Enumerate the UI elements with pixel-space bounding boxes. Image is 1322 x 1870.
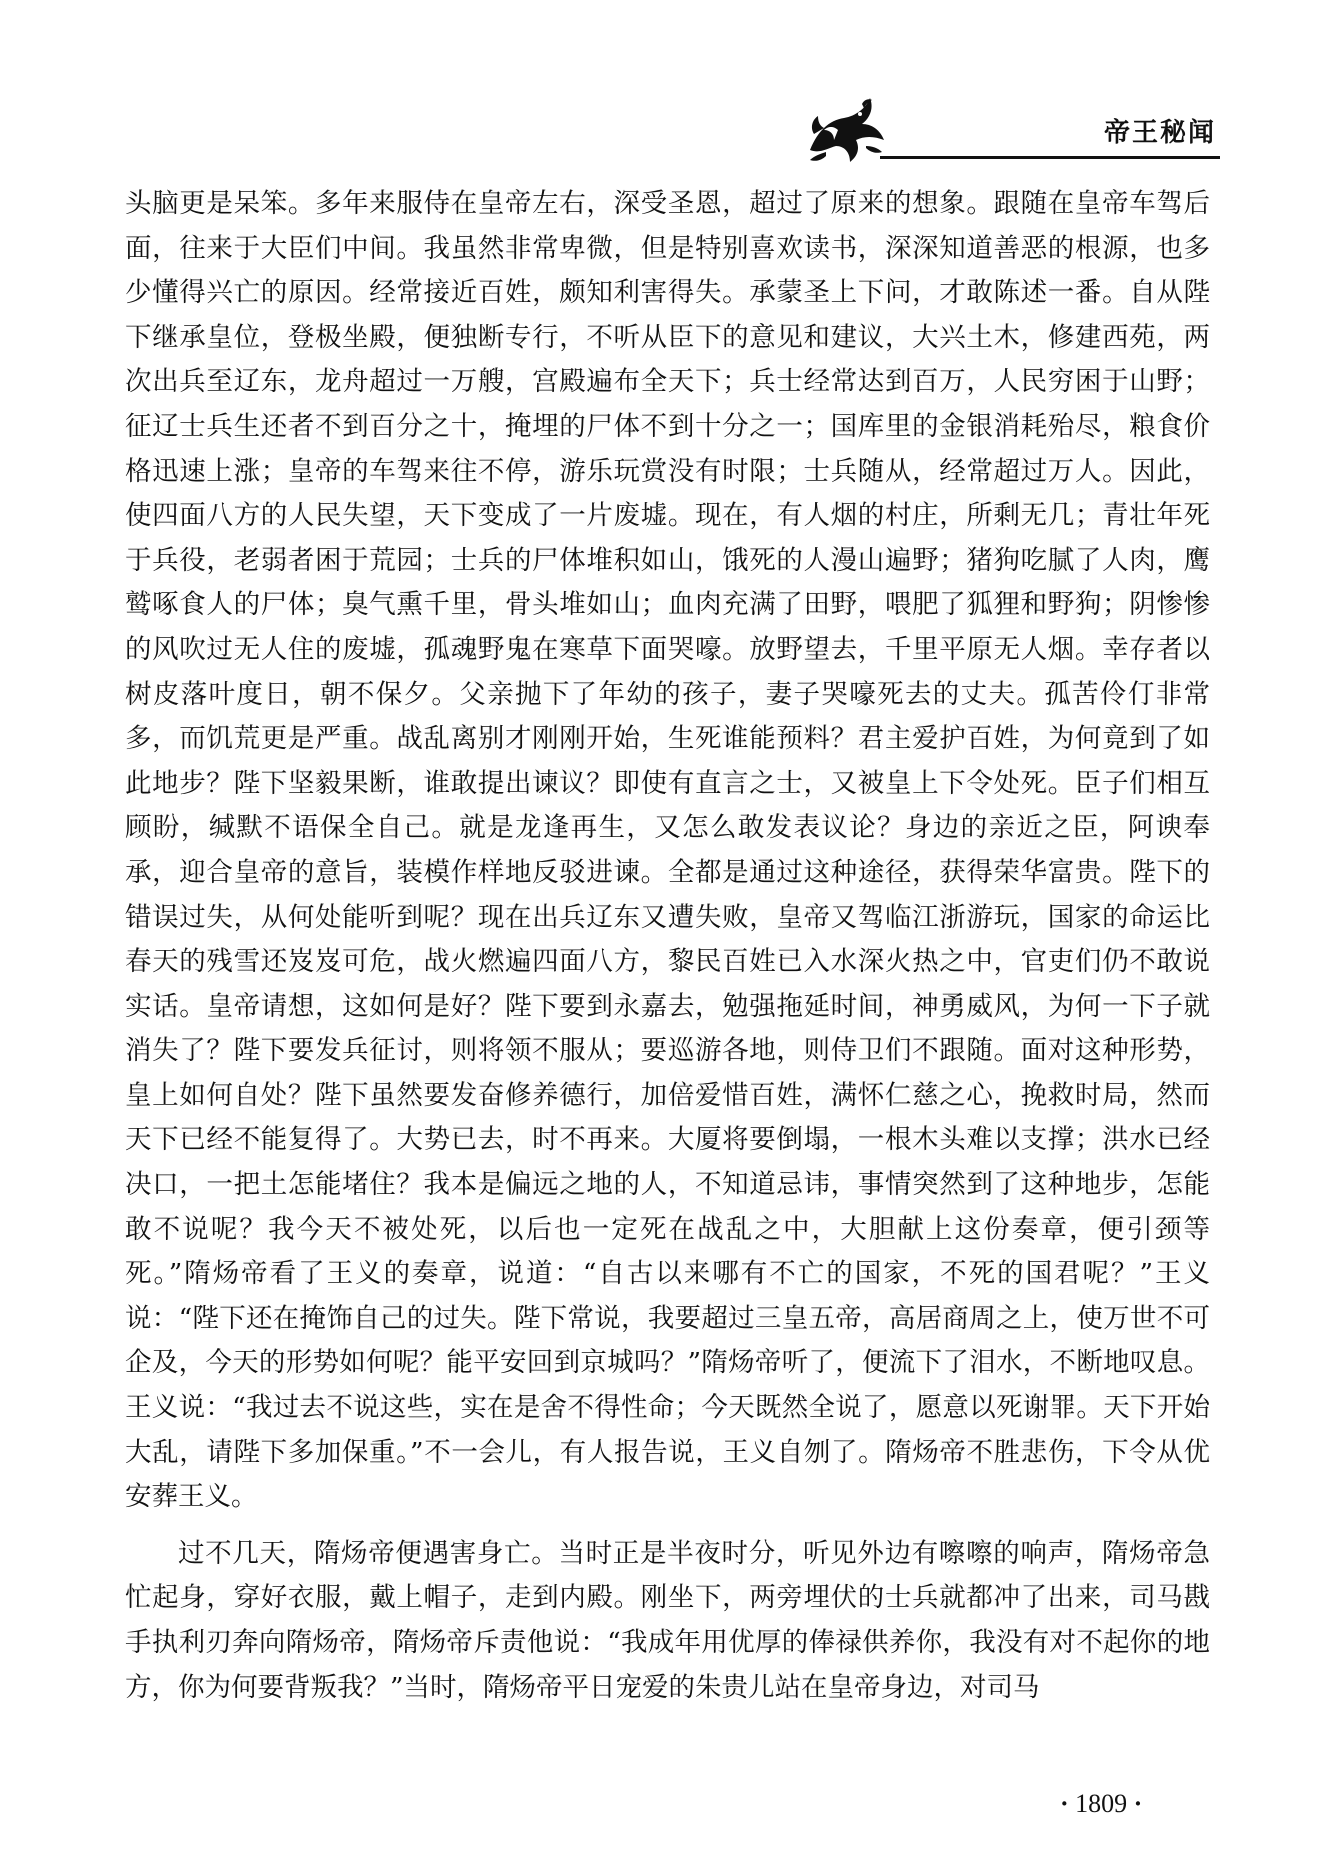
body-text xyxy=(125,182,1210,1710)
running-header xyxy=(800,90,1220,170)
header-rule xyxy=(880,156,1220,159)
running-header-title: 帝王秘闻 xyxy=(1103,118,1216,148)
page-number-dot-left: · xyxy=(1060,1789,1069,1818)
page-number-value: 1809 xyxy=(1075,1789,1128,1818)
page-number xyxy=(1060,1789,1142,1819)
page-number-dot-right: · xyxy=(1133,1789,1143,1818)
paragraph: 过不几天，隋炀帝便遇害身亡。当时正是半夜时分，听见外边有嚓嚓的响声，隋炀帝急忙起身，穿好衣服，戴上帽子，走到内殿。刚坐下，两旁埋伏的士兵就都冲了出来，司马戡手执利刃奔向隋炀帝，隋炀帝斥责他说：“我成年用优厚的俸禄供养你，我没有对不起你的地方，你为何要背叛我？”当时，隋炀帝平日宠爱的朱贵儿站在皇帝身边，对司马 xyxy=(125,1537,1210,1703)
dragon-emblem-icon xyxy=(800,90,890,168)
paragraph-continued: 头脑更是呆笨。多年来服侍在皇帝左右，深受圣恩，超过了原来的想象。跟随在皇帝车驾后面，往来于大臣们中间。我虽然非常卑微，但是特别喜欢读书，深深知道善恶的根源，也多少懂得兴亡的原因。经常接近百姓，颇知利害得失。承蒙圣上下问，才敢陈述一番。自从陛下继承皇位，登极坐殿，便独断专行，不听从臣下的意见和建议，大兴土木，修建西苑，两次出兵至辽东，龙舟超过一万艘，宫殿遍布全天下；兵士经常达到百万，人民穷困于山野；征辽士兵生还者不到百分之十，掩埋的尸体不到十分之一；国库里的金银消耗殆尽，粮食价格迅速上涨；皇帝的车驾来往不停，游乐玩赏没有时限；士兵随从，经常超过万人。因此，使四面八方的人民失望，天下变成了一片废墟。现在，有人烟的村庄，所剩无几；青壮年死于兵役，老弱者困于荒园；士兵的尸体堆积如山，饿死的人漫山遍野；猪狗吃腻了人肉，鹰鹫啄食人的尸体；臭气熏千里，骨头堆如山；血肉充满了田野，喂肥了狐狸和野狗；阴惨惨的风吹过无人住的废墟，孤魂野鬼在寒草下面哭嚎。放野望去，千里平原无人烟。幸存者以树皮落叶度日，朝不保夕。父亲抛下了年幼的孩子，妻子哭嚎死去的丈夫。孤苦伶仃非常多，而饥荒更是严重。战乱离别才刚刚开始，生死谁能预料？君主爱护百姓，为何竟到了如此地步？陛下坚毅果断，谁敢提出谏议？即使有直言之士，又被皇上下令处死。臣子们相互顾盼，缄默不语保全自己。就是龙逢再生，又怎么敢发表议论？身边的亲近之臣，阿谀奉承，迎合皇帝的意旨，装模作样地反驳进谏。全都是通过这种途径，获得荣华富贵。陛下的错误过失，从何处能听到呢？现在出兵辽东又遭失败，皇帝又驾临江浙游玩，国家的命运比春天的残雪还岌岌可危，战火燃遍四面八方，黎民百姓已入水深火热之中，官吏们仍不敢说实话。皇帝请想，这如何是好？陛下要到永嘉去，勉强拖延时间，神勇威风，为何一下子就消失了？陛下要发兵征讨，则将领不服从；要巡游各地，则侍卫们不跟随。面对这种形势，皇上如何自处？陛下虽然要发奋修养德行，加倍爱惜百姓，满怀仁慈之心，挽救时局，然而天下已经不能复得了。大势已去，时不再来。大厦将要倒塌，一根木头难以支撑；洪水已经决口，一把土怎能堵住？我本是偏远之地的人，不知道忌讳，事情突然到了这种地步，怎能敢不说呢？我今天不被处死，以后也一定死在战乱之中，大胆献上这份奏章，便引颈等死。”隋炀帝看了王义的奏章，说道：“自古以来哪有不亡的国家，不死的国君呢？”王义说：“陛下还在掩饰自己的过失。陛下常说，我要超过三皇五帝，高居商周之上，使万世不可企及，今天的形势如何呢？能平安回到京城吗？”隋炀帝听了，便流下了泪水，不断地叹息。王义说：“我过去不说这些，实在是舍不得性命；今天既然全说了，愿意以死谢罪。天下开始大乱，请陛下多加保重。”不一会儿，有人报告说，王义自刎了。隋炀帝不胜悲伤，下令从优安葬王义。 xyxy=(125,188,1210,1513)
